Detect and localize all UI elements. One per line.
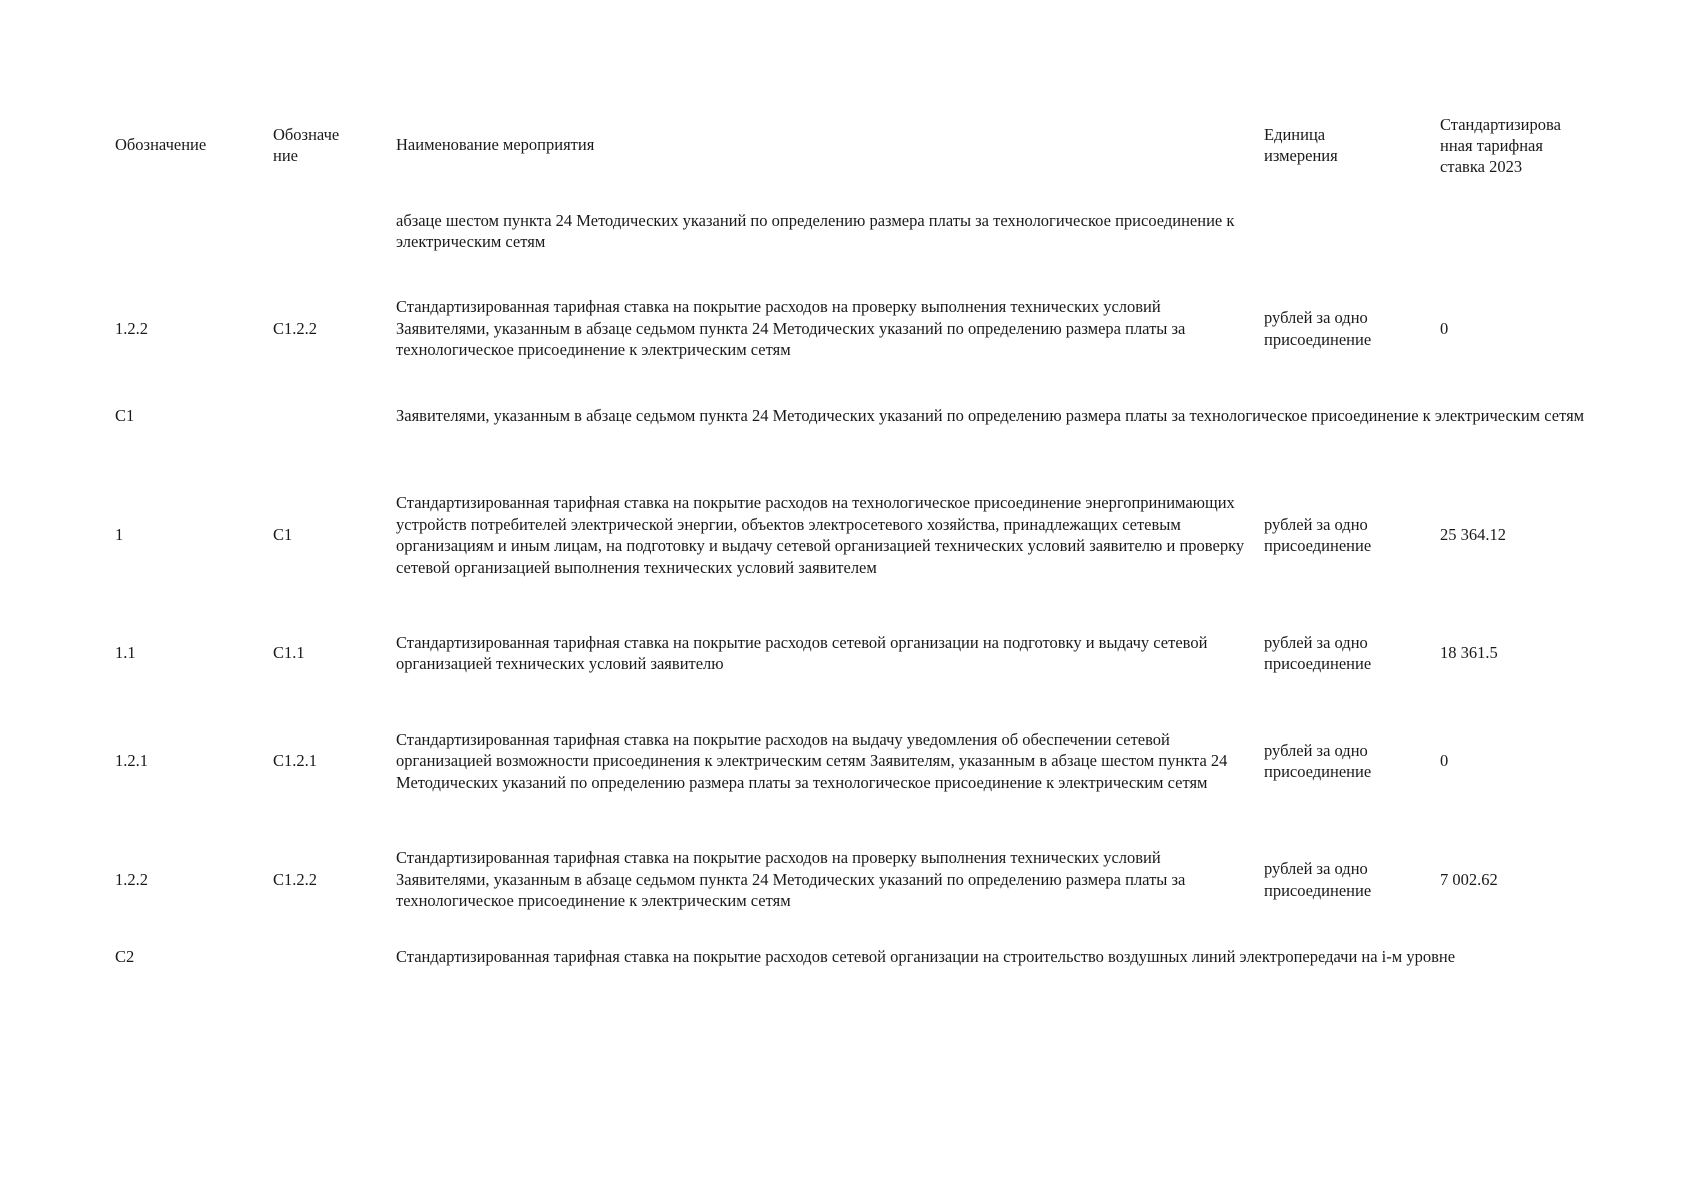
header-designation-2: Обозначе ние [273,125,340,165]
row-code: 1.2.2 [115,869,148,889]
header-event-name: Наименование мероприятия [396,135,595,155]
row-unit: рублей за одно присоединение [1264,632,1372,673]
table-row [115,844,1585,915]
header-unit: Единица измерения [1264,125,1338,165]
row-value: 0 [1440,751,1449,771]
table-row [115,628,1585,678]
row-name: Стандартизированная тарифная ставка на покрытие расходов сетевой организации на подготовку и выдачу сетевой организацией технических условий заявителю [396,632,1208,673]
table-row [115,206,1585,256]
row-value: 25 364.12 [1440,525,1506,545]
row-name: Стандартизированная тарифная ставка на покрытие расходов на выдачу уведомления об обеспечении сетевой организацией возможности присоединения к электрическим сетям Заявителям, указанным в абзаце шестом пункта 24 Методических указаний по определению размера платы за технологическое присоединение к электрическим сетям [396,729,1228,792]
row-name: Стандартизированная тарифная ставка на покрытие расходов сетевой организации на строительство воздушных линий электропередачи на i-м уровне [396,947,1456,967]
table-row [115,715,1585,807]
row-unit: рублей за одно присоединение [1264,308,1372,349]
row-subcode: С1.2.1 [273,751,318,771]
row-code: С1 [115,406,135,426]
table-row [115,942,1585,972]
row-code: С2 [115,947,135,967]
row-name: Стандартизированная тарифная ставка на покрытие расходов на технологическое присоединение энергопринимающих устройств потребителей электрической энергии, объектов электросетевого хозяйства, принадлежащих сетевым организациям и иным лицам, на подготовку и выдачу сетевой организацией технических условий заявителю и проверку сетевой организацией выполнения технических условий заявителем [396,493,1245,577]
row-code: 1.1 [115,643,136,663]
row-name: Заявителями, указанным в абзаце седьмом пункта 24 Методических указаний по определению размера платы за технологическое присоединение к электрическим сетям [396,406,1585,426]
header-rate: Стандартизирова нная тарифная ставка 2023 [1440,114,1561,176]
row-unit: рублей за одно присоединение [1264,740,1372,781]
row-subcode: С1.2.2 [273,318,318,338]
row-name: Стандартизированная тарифная ставка на покрытие расходов на проверку выполнения технических условий Заявителями, указанным в абзаце седьмом пункта 24 Методических указаний по определению размера платы за технологическое присоединение к электрическим сетям [396,297,1186,360]
row-subcode: С1.2.2 [273,869,318,889]
row-unit: рублей за одно присоединение [1264,859,1372,900]
row-name: абзаце шестом пункта 24 Методических указаний по определению размера платы за технологическое присоединение к электрическим сетям [396,210,1235,251]
table-row [115,391,1585,441]
row-subcode: С1 [273,525,293,545]
row-code: 1 [115,525,124,545]
row-value: 18 361.5 [1440,643,1498,663]
row-value: 0 [1440,318,1449,338]
row-name: Стандартизированная тарифная ставка на покрытие расходов на проверку выполнения технических условий Заявителями, указанным в абзаце седьмом пункта 24 Методических указаний по определению размера платы за технологическое присоединение к электрическим сетям [396,848,1186,911]
table-row [115,479,1585,591]
table-header [115,110,1585,180]
row-code: 1.2.1 [115,751,148,771]
header-designation: Обозначение [115,135,207,155]
row-unit: рублей за одно присоединение [1264,514,1372,555]
row-value: 7 002.62 [1440,869,1498,889]
row-subcode: С1.1 [273,643,305,663]
row-code: 1.2.2 [115,318,148,338]
table-row [115,293,1585,364]
tariff-table [115,110,1585,972]
